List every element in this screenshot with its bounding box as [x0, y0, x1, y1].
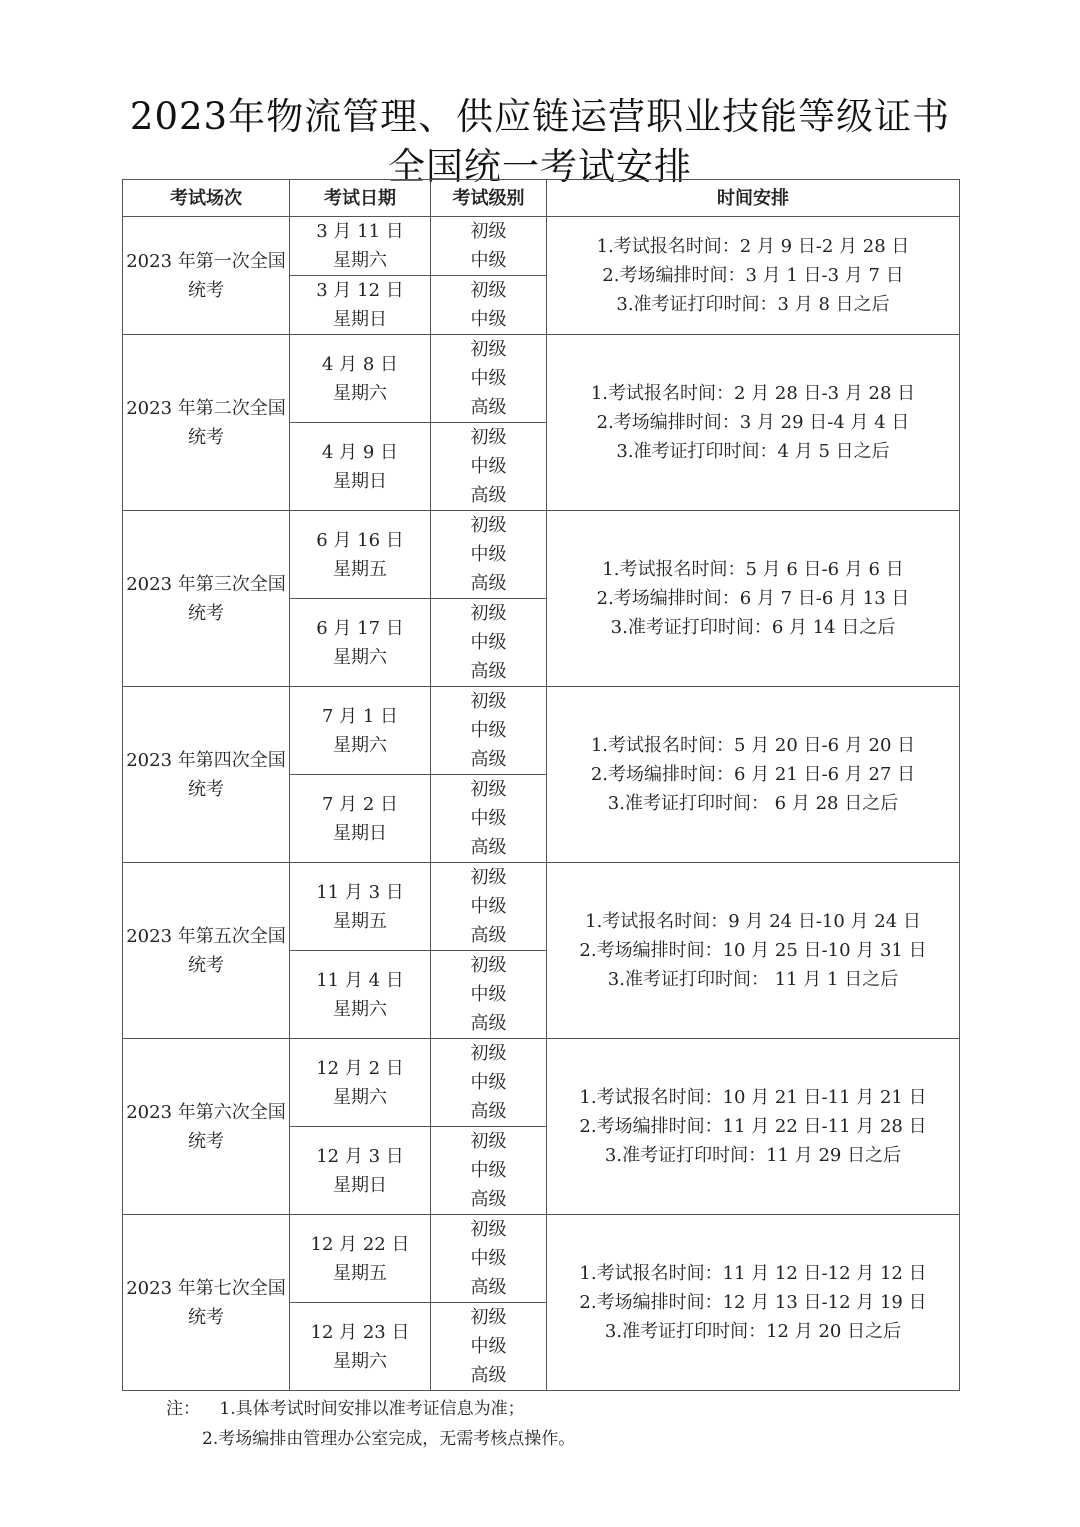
exam-weekday: 星期六 — [333, 1350, 387, 1372]
session-name-cell: 2023 年第五次全国统考 — [123, 863, 290, 1039]
header-level: 考试级别 — [431, 180, 547, 217]
exam-level: 高级 — [470, 1189, 507, 1210]
exam-date-cell — [290, 511, 431, 599]
exam-levels-cell — [431, 951, 547, 1039]
exam-weekday: 星期六 — [333, 998, 387, 1020]
table-body — [123, 217, 960, 1391]
exam-date: 4 月 8 日 — [321, 353, 399, 375]
notes — [166, 1394, 575, 1454]
exam-date: 12 月 2 日 — [316, 1057, 404, 1079]
note-item: 2.考场编排由管理办公室完成，无需考核点操作。 — [202, 1429, 576, 1449]
table-row — [123, 217, 960, 276]
exam-levels-cell — [431, 1303, 547, 1391]
exam-weekday: 星期五 — [333, 558, 387, 580]
schedule-line: 3.准考证打印时间：3 月 8 日之后 — [616, 294, 890, 315]
exam-date: 11 月 4 日 — [316, 969, 404, 991]
exam-date-cell — [290, 276, 431, 335]
schedule-cell — [547, 217, 960, 335]
schedule-line: 3.准考证打印时间： 11 月 1 日之后 — [607, 969, 899, 990]
exam-weekday: 星期六 — [333, 250, 387, 271]
exam-weekday: 星期五 — [333, 1262, 387, 1284]
schedule-line: 1.考试报名时间：9 月 24 日-10 月 24 日 — [585, 911, 921, 932]
exam-level: 高级 — [470, 925, 507, 946]
exam-level: 初级 — [470, 1307, 507, 1328]
session-name-cell: 2023 年第六次全国统考 — [123, 1039, 290, 1215]
exam-weekday: 星期六 — [333, 646, 387, 668]
exam-level: 中级 — [470, 1072, 507, 1093]
exam-level: 高级 — [470, 749, 507, 770]
exam-date-cell — [290, 687, 431, 775]
exam-date-cell — [290, 1303, 431, 1391]
exam-levels-cell — [431, 775, 547, 863]
exam-date: 6 月 17 日 — [316, 617, 404, 639]
schedule-line: 2.考场编排时间：11 月 22 日-11 月 28 日 — [579, 1116, 927, 1137]
schedule-line: 3.准考证打印时间： 6 月 28 日之后 — [607, 793, 899, 814]
exam-level: 中级 — [470, 456, 507, 477]
exam-levels-cell — [431, 335, 547, 423]
exam-level: 中级 — [470, 368, 507, 389]
exam-levels-cell — [431, 1127, 547, 1215]
exam-level: 初级 — [470, 1219, 507, 1240]
session-name-cell: 2023 年第三次全国统考 — [123, 511, 290, 687]
schedule-cell — [547, 863, 960, 1039]
exam-weekday: 星期日 — [333, 470, 387, 492]
exam-level: 初级 — [470, 221, 507, 242]
exam-date: 12 月 23 日 — [310, 1321, 410, 1343]
exam-date: 3 月 11 日 — [316, 221, 404, 242]
exam-levels-cell — [431, 687, 547, 775]
exam-level: 高级 — [470, 485, 507, 506]
exam-level: 中级 — [470, 808, 507, 829]
header-schedule: 时间安排 — [547, 180, 960, 217]
session-name-cell: 2023 年第二次全国统考 — [123, 335, 290, 511]
session-name-cell: 2023 年第七次全国统考 — [123, 1215, 290, 1391]
exam-date-cell — [290, 863, 431, 951]
exam-level: 初级 — [470, 691, 507, 712]
exam-date: 12 月 22 日 — [310, 1233, 410, 1255]
exam-date: 3 月 12 日 — [316, 280, 404, 301]
exam-date: 4 月 9 日 — [321, 441, 399, 463]
exam-level: 初级 — [470, 515, 507, 536]
exam-level: 初级 — [470, 280, 507, 301]
exam-weekday: 星期日 — [333, 822, 387, 844]
schedule-cell — [547, 335, 960, 511]
schedule-line: 2.考场编排时间：10 月 25 日-10 月 31 日 — [579, 940, 927, 961]
exam-date-cell — [290, 951, 431, 1039]
page-subtitle: 全国统一考试安排 — [388, 145, 692, 188]
table-row — [123, 511, 960, 599]
exam-date: 12 月 3 日 — [316, 1145, 404, 1167]
table-row — [123, 687, 960, 775]
header-date: 考试日期 — [290, 180, 431, 217]
exam-level: 高级 — [470, 661, 507, 682]
exam-levels-cell — [431, 217, 547, 276]
exam-weekday: 星期六 — [333, 1086, 387, 1108]
schedule-line: 2.考场编排时间：12 月 13 日-12 月 19 日 — [579, 1292, 927, 1313]
exam-level: 初级 — [470, 1043, 507, 1064]
table-row — [123, 863, 960, 951]
exam-level: 中级 — [470, 309, 507, 330]
schedule-line: 3.准考证打印时间：11 月 29 日之后 — [604, 1145, 902, 1166]
exam-level: 中级 — [470, 632, 507, 653]
schedule-line: 2.考场编排时间：3 月 29 日-4 月 4 日 — [596, 412, 910, 433]
exam-date-cell — [290, 599, 431, 687]
exam-levels-cell — [431, 423, 547, 511]
exam-levels-cell — [431, 863, 547, 951]
exam-level: 高级 — [470, 573, 507, 594]
exam-date: 11 月 3 日 — [316, 881, 404, 903]
exam-level: 中级 — [470, 720, 507, 741]
exam-date-cell — [290, 1215, 431, 1303]
schedule-line: 3.准考证打印时间：4 月 5 日之后 — [616, 441, 890, 462]
exam-level: 高级 — [470, 397, 507, 418]
page-title: 2023年物流管理、供应链运营职业技能等级证书 — [129, 95, 951, 138]
schedule-line: 1.考试报名时间：10 月 21 日-11 月 21 日 — [579, 1087, 927, 1108]
header-session: 考试场次 — [123, 180, 290, 217]
schedule-line: 1.考试报名时间：5 月 20 日-6 月 20 日 — [590, 735, 916, 756]
schedule-cell — [547, 1215, 960, 1391]
exam-level: 初级 — [470, 1131, 507, 1152]
schedule-line: 2.考场编排时间：3 月 1 日-3 月 7 日 — [602, 265, 904, 286]
exam-level: 中级 — [470, 896, 507, 917]
exam-level: 中级 — [470, 544, 507, 565]
exam-level: 初级 — [470, 867, 507, 888]
table-row — [123, 1215, 960, 1303]
exam-level: 初级 — [470, 339, 507, 360]
notes-prefix: 注： — [166, 1399, 200, 1419]
exam-level: 初级 — [470, 427, 507, 448]
schedule-line: 2.考场编排时间：6 月 21 日-6 月 27 日 — [590, 764, 916, 785]
table-row — [123, 1039, 960, 1127]
schedule-line: 1.考试报名时间：5 月 6 日-6 月 6 日 — [602, 559, 904, 580]
exam-date-cell — [290, 423, 431, 511]
schedule-line: 1.考试报名时间：2 月 9 日-2 月 28 日 — [596, 236, 910, 257]
schedule-line: 3.准考证打印时间：6 月 14 日之后 — [610, 617, 896, 638]
exam-weekday: 星期六 — [333, 734, 387, 756]
table-header-row — [123, 180, 960, 217]
exam-level: 高级 — [470, 837, 507, 858]
schedule-cell — [547, 1039, 960, 1215]
schedule-line: 2.考场编排时间：6 月 7 日-6 月 13 日 — [596, 588, 910, 609]
schedule-line: 1.考试报名时间：11 月 12 日-12 月 12 日 — [579, 1263, 927, 1284]
exam-weekday: 星期日 — [333, 1174, 387, 1196]
exam-levels-cell — [431, 1039, 547, 1127]
exam-date: 7 月 2 日 — [321, 793, 399, 815]
exam-date-cell — [290, 217, 431, 276]
exam-level: 中级 — [470, 1248, 507, 1269]
exam-level: 高级 — [470, 1365, 507, 1386]
note-item: 1.具体考试时间安排以准考证信息为准； — [219, 1399, 525, 1419]
exam-date-cell — [290, 1039, 431, 1127]
exam-level: 初级 — [470, 779, 507, 800]
exam-level: 高级 — [470, 1013, 507, 1034]
exam-levels-cell — [431, 276, 547, 335]
exam-weekday: 星期五 — [333, 910, 387, 932]
exam-level: 中级 — [470, 984, 507, 1005]
exam-level: 中级 — [470, 1160, 507, 1181]
exam-date-cell — [290, 1127, 431, 1215]
exam-levels-cell — [431, 511, 547, 599]
schedule-line: 3.准考证打印时间：12 月 20 日之后 — [604, 1321, 902, 1342]
exam-level: 初级 — [470, 955, 507, 976]
exam-date: 6 月 16 日 — [316, 529, 404, 551]
schedule-cell — [547, 511, 960, 687]
exam-weekday: 星期日 — [333, 309, 387, 330]
table-row — [123, 335, 960, 423]
exam-levels-cell — [431, 599, 547, 687]
exam-date: 7 月 1 日 — [321, 705, 399, 727]
exam-date-cell — [290, 775, 431, 863]
exam-level: 高级 — [470, 1101, 507, 1122]
exam-date-cell — [290, 335, 431, 423]
exam-weekday: 星期六 — [333, 382, 387, 404]
exam-schedule-table — [122, 179, 960, 1391]
session-name-cell: 2023 年第四次全国统考 — [123, 687, 290, 863]
exam-level: 中级 — [470, 1336, 507, 1357]
exam-level: 中级 — [470, 250, 507, 271]
exam-level: 高级 — [470, 1277, 507, 1298]
exam-levels-cell — [431, 1215, 547, 1303]
session-name-cell: 2023 年第一次全国统考 — [123, 217, 290, 335]
schedule-cell — [547, 687, 960, 863]
schedule-line: 1.考试报名时间：2 月 28 日-3 月 28 日 — [590, 383, 916, 404]
exam-level: 初级 — [470, 603, 507, 624]
